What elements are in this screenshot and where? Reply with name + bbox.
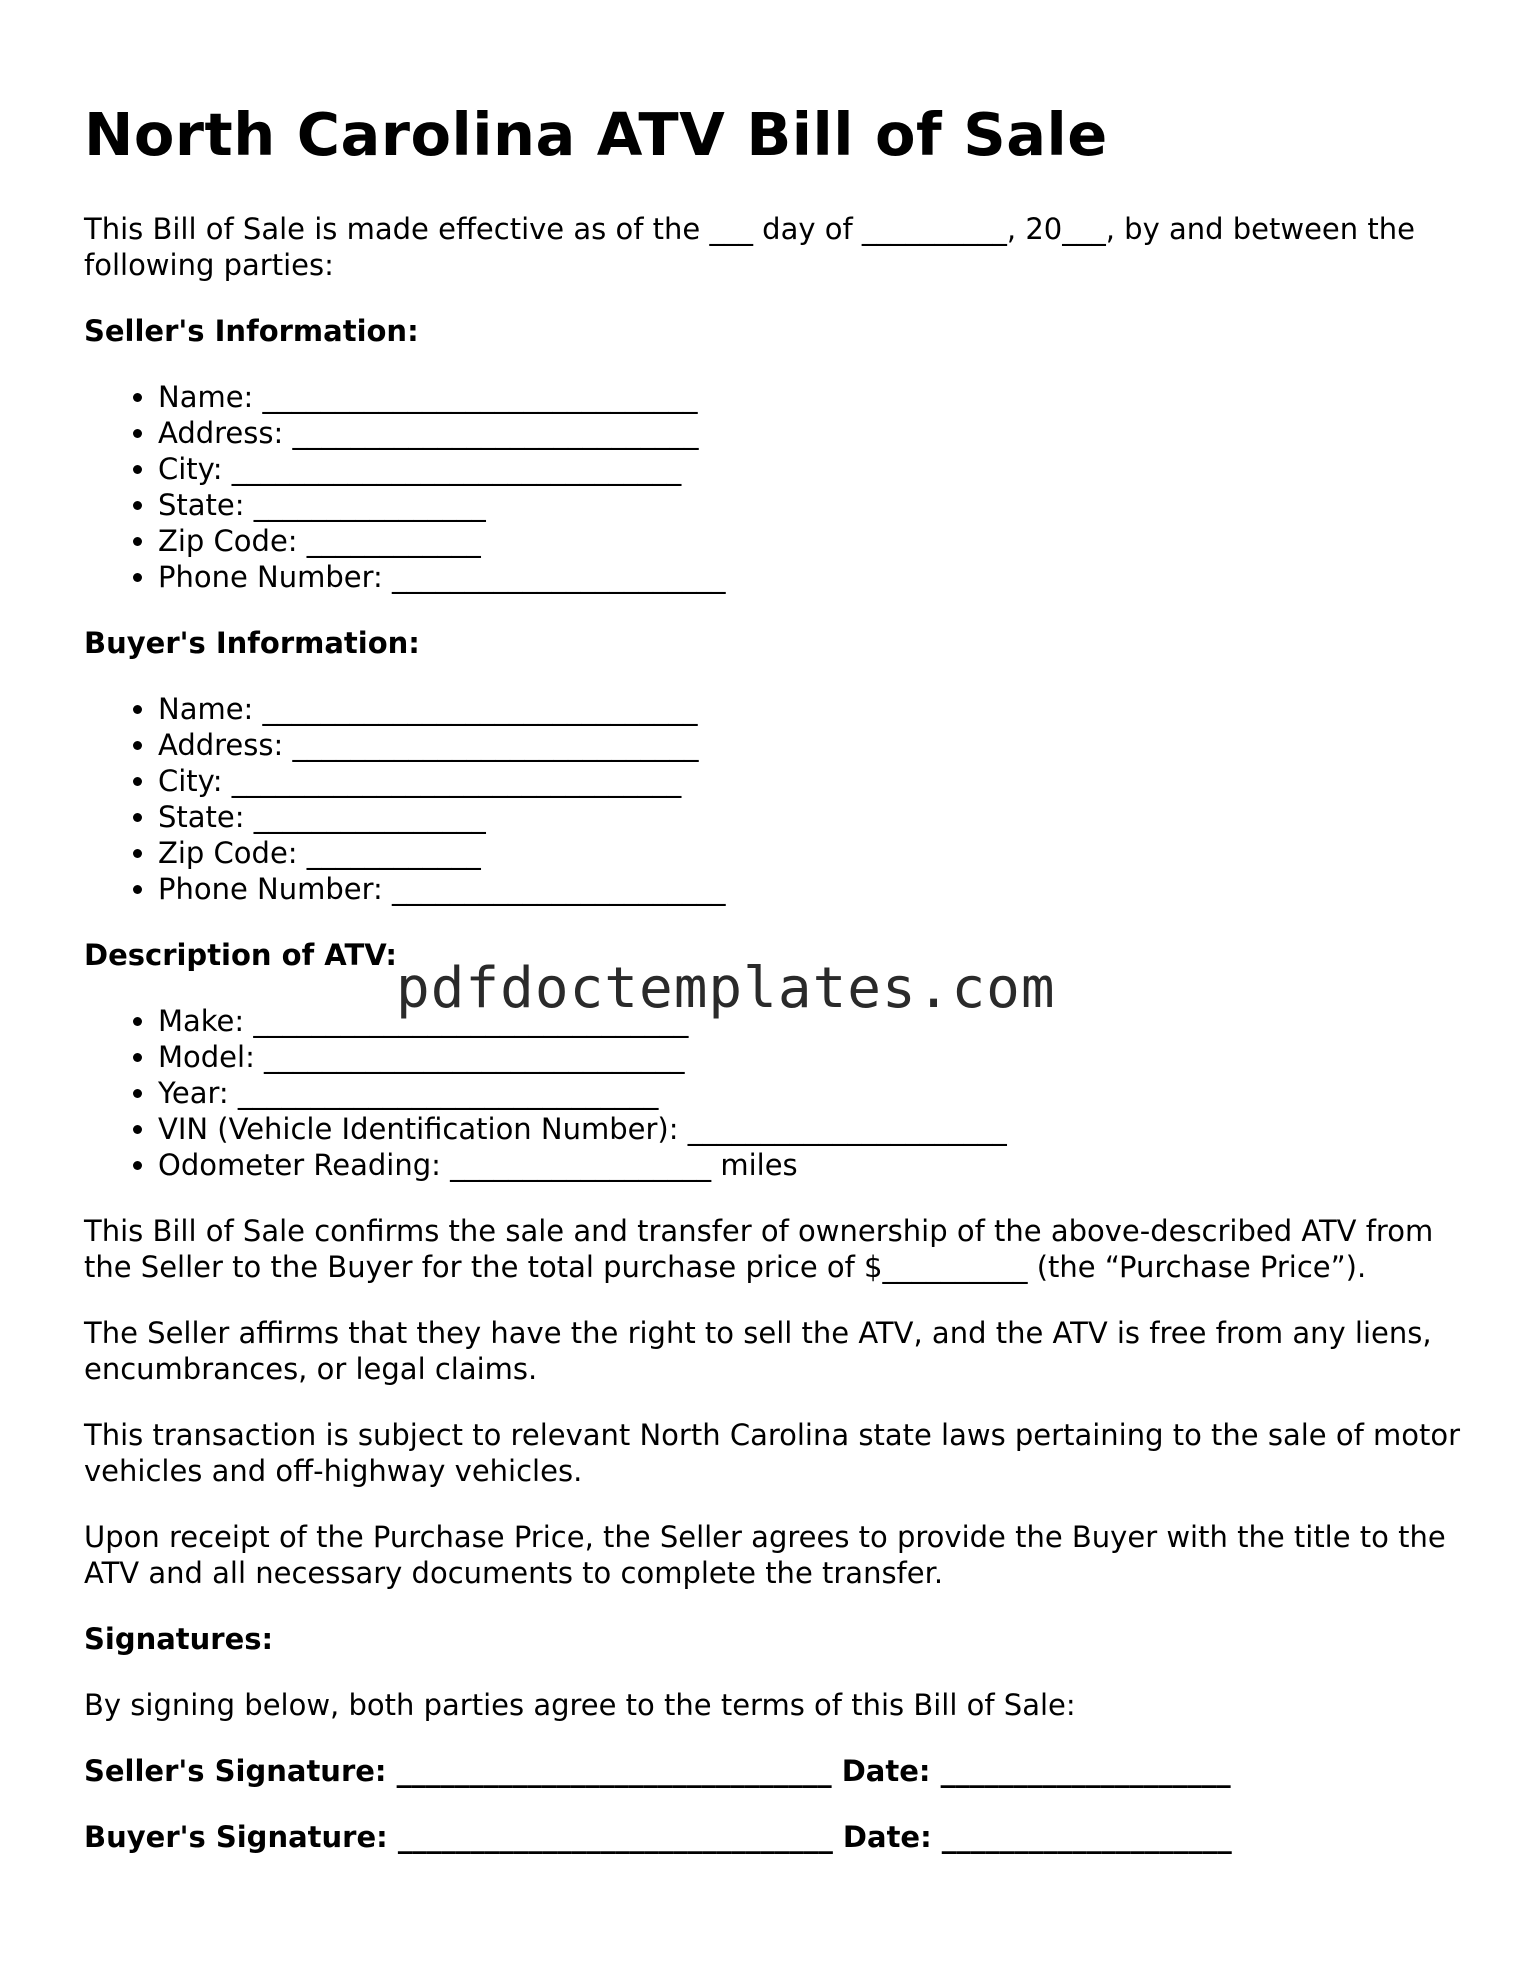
seller-signature-line: Seller's Signature: ______________________________ Date: ____________________ <box>84 1753 1231 1788</box>
buyer-signature-line: Buyer's Signature: ______________________________ Date: ____________________ <box>84 1819 1232 1854</box>
signatures-heading: Signatures: <box>84 1621 274 1656</box>
atv-vin-field: • VIN (Vehicle Identification Number): ______________________ <box>158 1111 1464 1147</box>
seller-address-field: • Address: ____________________________ <box>158 415 1464 451</box>
buyer-name-field: • Name: ______________________________ <box>158 691 1464 727</box>
watermark: pdfdoctemplates.com <box>396 956 1056 1021</box>
seller-phone-field: • Phone Number: _______________________ <box>158 559 1464 595</box>
buyer-heading: Buyer's Information: <box>84 625 420 660</box>
atv-model-field: • Model: _____________________________ <box>158 1039 1464 1075</box>
seller-fields-list <box>84 379 1464 595</box>
seller-zip-field: • Zip Code: ____________ <box>158 523 1464 559</box>
title-transfer-paragraph: Upon receipt of the Purchase Price, the Seller agrees to provide the Buyer with the title to the ATV and all necessary documents to complete the transfer. <box>84 1519 1446 1590</box>
seller-affirmation-paragraph: The Seller affirms that they have the right to sell the ATV, and the ATV is free from any liens, encumbrances, or legal claims. <box>84 1315 1432 1386</box>
sale-confirmation-paragraph: This Bill of Sale confirms the sale and transfer of ownership of the above-described ATV from the Seller to the Buyer for the total purchase price of $__________ (the “Purchase Price”). <box>84 1213 1434 1284</box>
seller-heading: Seller's Information: <box>84 313 419 348</box>
atv-year-field: • Year: _____________________________ <box>158 1075 1464 1111</box>
atv-make-field: • Make: ______________________________ <box>158 1003 1464 1039</box>
atv-fields-list <box>84 1003 1464 1183</box>
buyer-fields-list <box>84 691 1464 907</box>
buyer-phone-field: • Phone Number: _______________________ <box>158 871 1464 907</box>
intro-paragraph: This Bill of Sale is made effective as of the ___ day of __________, 20___, by and between the following parties: <box>84 211 1415 282</box>
seller-name-field: • Name: ______________________________ <box>158 379 1464 415</box>
seller-city-field: • City: _______________________________ <box>158 451 1464 487</box>
signatures-statement: By signing below, both parties agree to the terms of this Bill of Sale: <box>84 1687 1076 1722</box>
state-law-paragraph: This transaction is subject to relevant North Carolina state laws pertaining to the sale of motor vehicles and off-highway vehicles. <box>84 1417 1461 1488</box>
document-title: North Carolina ATV Bill of Sale <box>84 100 1108 169</box>
buyer-city-field: • City: _______________________________ <box>158 763 1464 799</box>
buyer-state-field: • State: ________________ <box>158 799 1464 835</box>
buyer-address-field: • Address: ____________________________ <box>158 727 1464 763</box>
atv-heading: Description of ATV: <box>84 937 398 972</box>
seller-state-field: • State: ________________ <box>158 487 1464 523</box>
atv-odometer-field: • Odometer Reading: __________________ miles <box>158 1147 1464 1183</box>
buyer-zip-field: • Zip Code: ____________ <box>158 835 1464 871</box>
